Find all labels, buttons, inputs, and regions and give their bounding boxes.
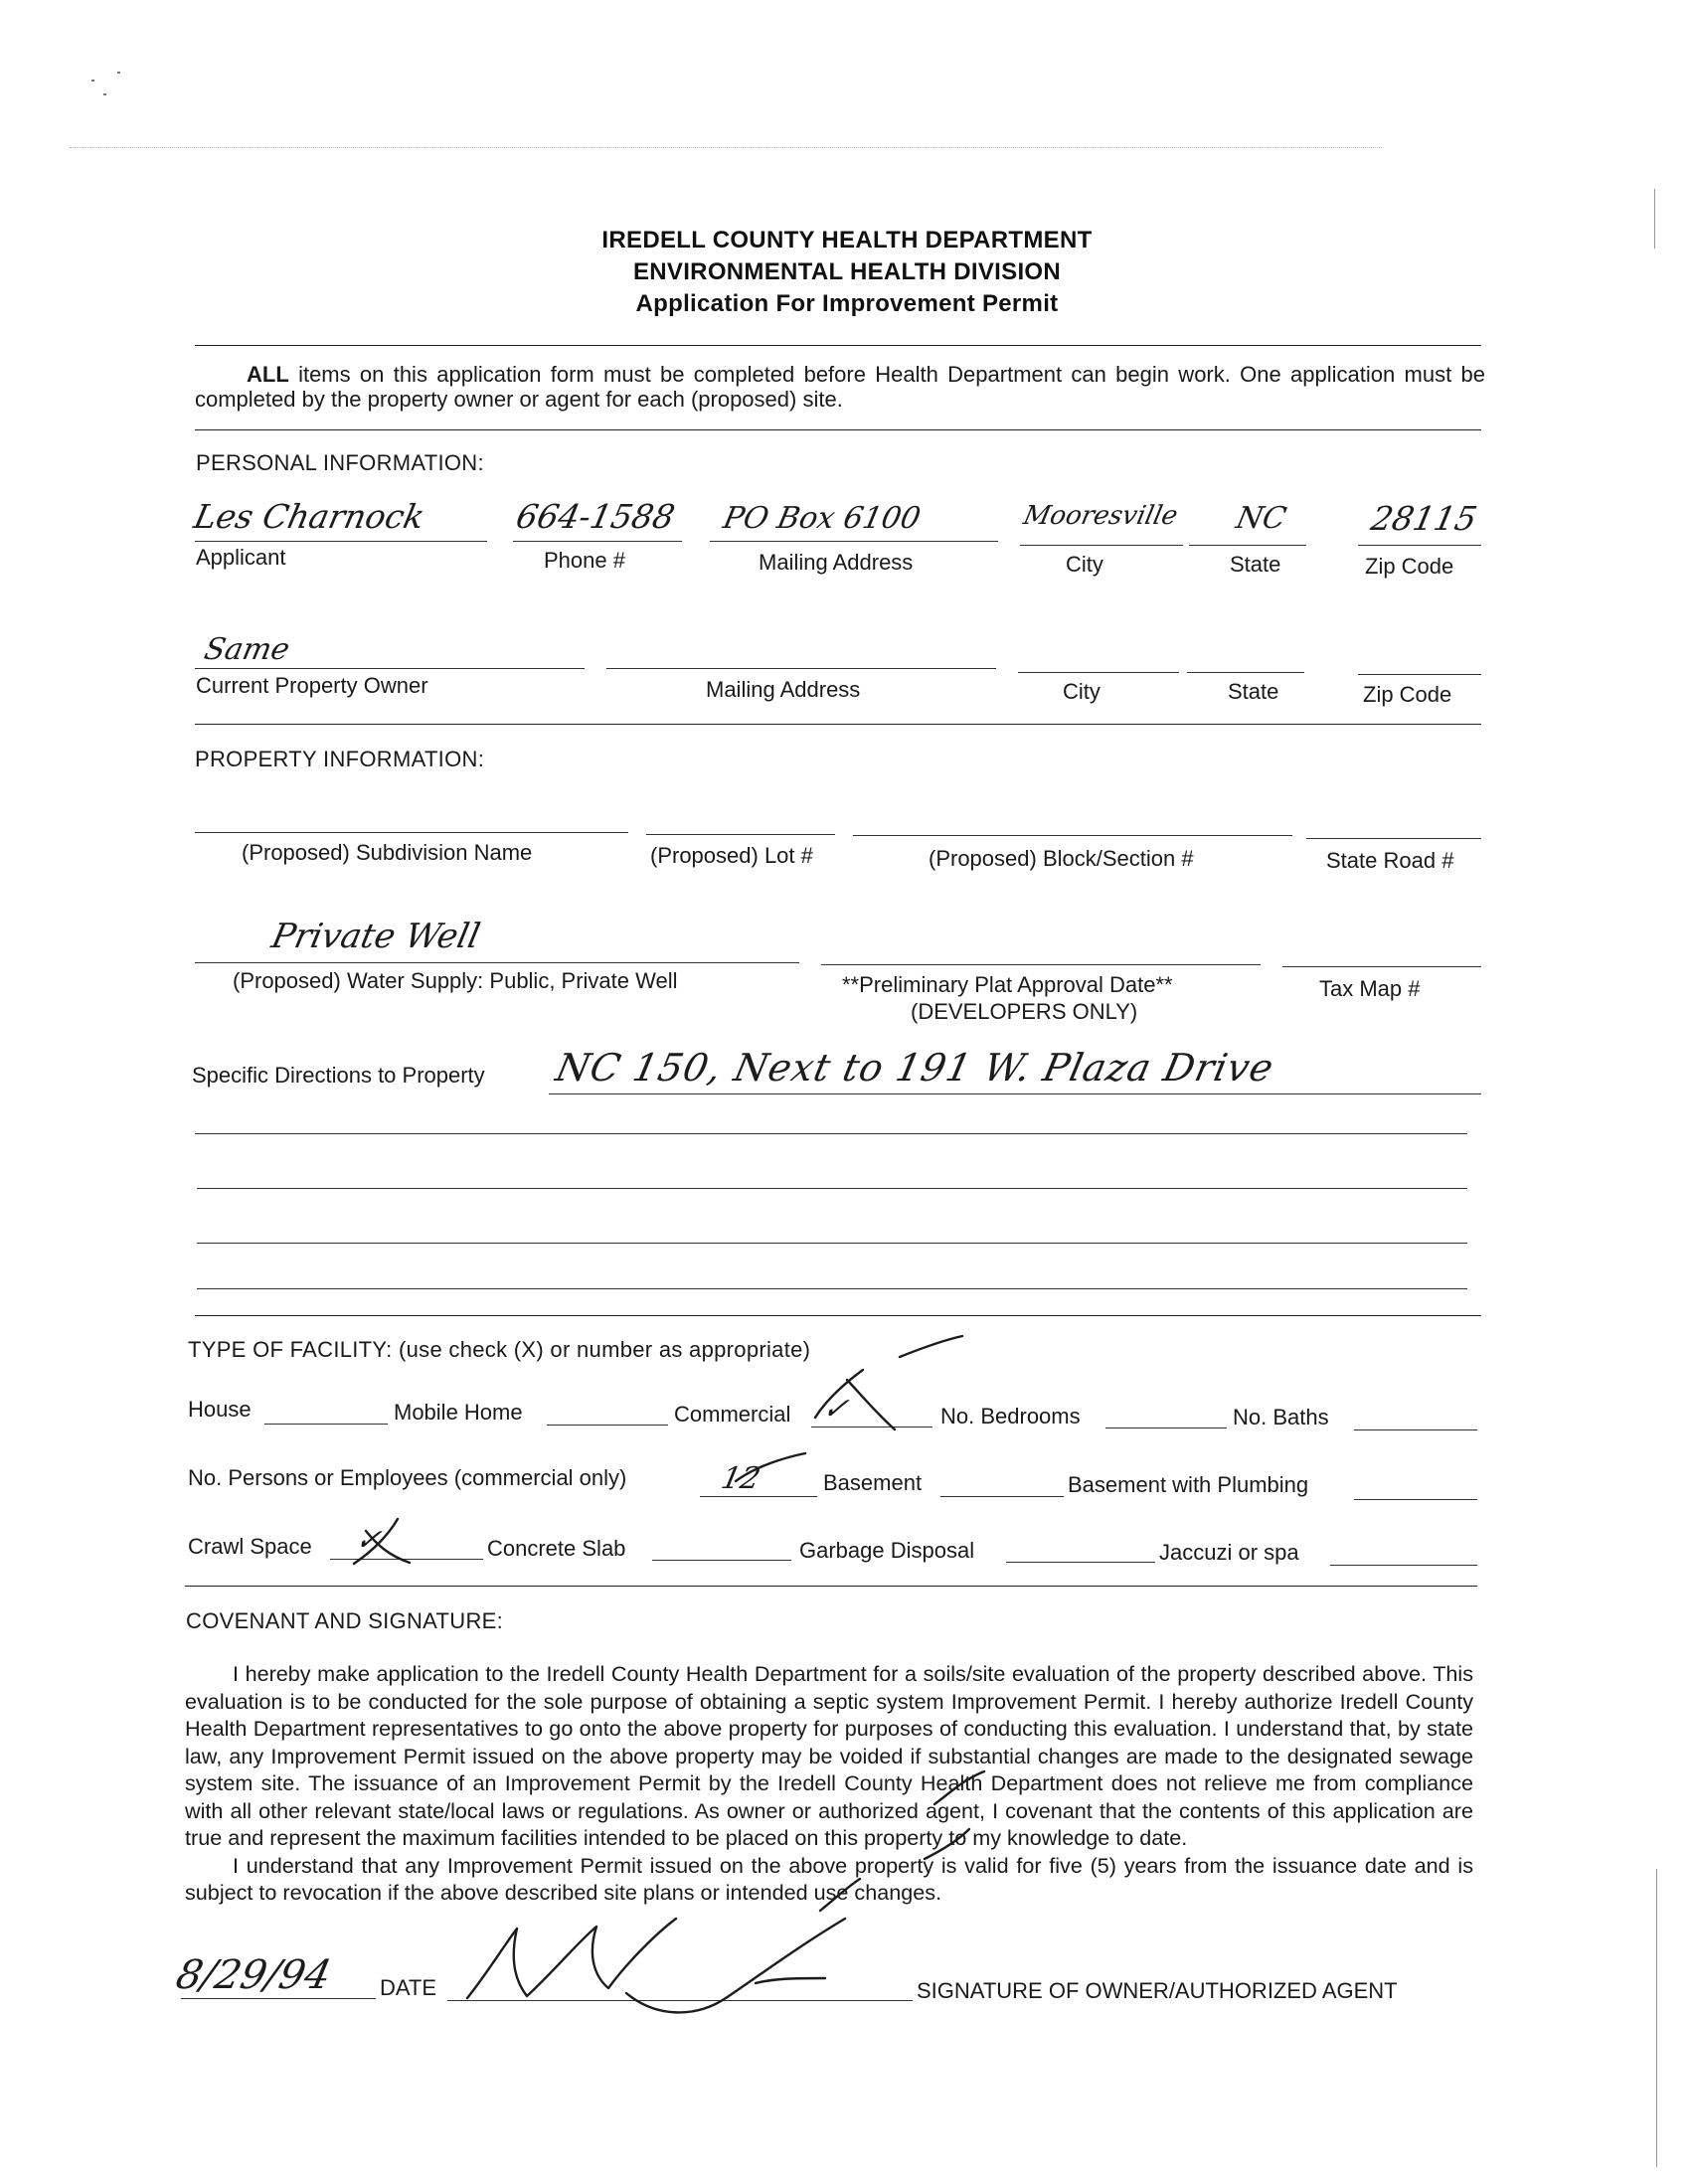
- lot-label: (Proposed) Lot #: [650, 843, 813, 868]
- concrete-slab-label: Concrete Slab: [487, 1536, 626, 1561]
- owner-value[interactable]: Same: [201, 632, 293, 667]
- baths-label: No. Baths: [1233, 1405, 1329, 1429]
- zip-value[interactable]: 28115: [1367, 499, 1481, 538]
- water-supply-value[interactable]: Private Well: [267, 917, 484, 956]
- city-label: City: [1066, 552, 1103, 577]
- commercial-check[interactable]: ✓: [819, 1392, 852, 1427]
- owner-label: Current Property Owner: [196, 673, 428, 698]
- garbage-disposal-label: Garbage Disposal: [799, 1538, 975, 1563]
- block-label: (Proposed) Block/Section #: [929, 846, 1194, 871]
- persons-value[interactable]: 12: [718, 1461, 763, 1496]
- state-value[interactable]: NC: [1233, 501, 1289, 536]
- basement-plumbing-label: Basement with Plumbing: [1068, 1472, 1309, 1497]
- facility-heading-pen-stroke: [900, 1336, 962, 1357]
- mobile-home-label: Mobile Home: [394, 1400, 523, 1425]
- date-label: DATE: [380, 1975, 437, 2000]
- covenant-strikethrough-stroke: [820, 1879, 860, 1911]
- tax-map-label: Tax Map #: [1319, 976, 1421, 1001]
- persons-label: No. Persons or Employees (commercial only): [188, 1465, 627, 1490]
- city-value[interactable]: Mooresville: [1020, 501, 1181, 531]
- signature-scribble: [467, 1919, 676, 1998]
- commercial-x-mark: [847, 1380, 895, 1429]
- directions-value[interactable]: NC 150, Next to 191 W. Plaza Drive: [552, 1046, 1278, 1090]
- signature-label: SIGNATURE OF OWNER/AUTHORIZED AGENT: [917, 1978, 1398, 2003]
- covenant-paragraph-1: I hereby make application to the Iredell County Health Department for a soils/site evaluation of the property described above. This evaluation is to be conducted for the sole purpose of obtaining a septic system Improvement Permit. I hereby authorize Iredell County Health Department representatives to go onto the above property for purposes of conducting this evaluation. I understand that, by state law, any Improvement Permit issued on the above property may be voided if substantial changes are made to the designated sewage system site. The issuance of an Improvement Permit by the Iredell County Health Department does not relieve me from compliance with all other relevant state/local laws or regulations. As owner or authorized agent, I covenant that the contents of this application are true and represent the maximum facilities intended to be placed on this property to my knowledge to date.: [185, 1661, 1473, 1850]
- applicant-value[interactable]: Les Charnock: [190, 497, 428, 536]
- form-title: Application For Improvement Permit: [635, 290, 1059, 317]
- mailing-address-label: Mailing Address: [759, 550, 914, 575]
- commercial-x-mark: [815, 1370, 863, 1418]
- mailing-address-value[interactable]: PO Box 6100: [720, 501, 924, 536]
- covenant-paragraph-2: I understand that any Improvement Permit issued on the above property is valid for five (5) years from the issuance date and is subject to revocation if the above described site plans or intended use changes.: [185, 1852, 1473, 1905]
- covenant-strikethrough-stroke: [934, 1771, 984, 1804]
- owner-zip-label: Zip Code: [1363, 682, 1452, 707]
- property-info-heading: PROPERTY INFORMATION:: [195, 747, 485, 771]
- phone-value[interactable]: 664-1588: [512, 497, 679, 536]
- basement-label: Basement: [823, 1470, 923, 1495]
- zip-label: Zip Code: [1365, 554, 1454, 579]
- date-value[interactable]: 8/29/94: [172, 1952, 336, 1998]
- signature-scribble: [756, 1978, 825, 1983]
- state-road-label: State Road #: [1326, 848, 1454, 873]
- water-supply-label: (Proposed) Water Supply: Public, Private Well: [233, 968, 678, 993]
- directions-label: Specific Directions to Property: [192, 1063, 485, 1088]
- covenant-heading: COVENANT AND SIGNATURE:: [186, 1608, 504, 1633]
- subdivision-label: (Proposed) Subdivision Name: [242, 840, 533, 865]
- crawl-space-check[interactable]: ✓: [352, 1523, 385, 1558]
- crawl-space-label: Crawl Space: [188, 1534, 312, 1559]
- facility-heading: TYPE OF FACILITY: (use check (X) or number as appropriate): [188, 1337, 811, 1362]
- applicant-label: Applicant: [196, 545, 286, 570]
- persons-pen-stroke: [736, 1453, 805, 1481]
- crawl-space-x-mark: [366, 1531, 410, 1563]
- house-label: House: [188, 1397, 252, 1422]
- plat-date-note: (DEVELOPERS ONLY): [911, 999, 1138, 1024]
- department-title: IREDELL COUNTY HEALTH DEPARTMENT: [601, 227, 1093, 253]
- division-title: ENVIRONMENTAL HEALTH DIVISION: [632, 258, 1062, 285]
- intro-text: ALL items on this application form must be completed before Health Department can begin work. One application must be completed by the property owner or agent for each (proposed) site.: [195, 362, 1485, 412]
- personal-info-heading: PERSONAL INFORMATION:: [196, 450, 484, 475]
- owner-mailing-label: Mailing Address: [706, 677, 861, 702]
- commercial-label: Commercial: [674, 1402, 791, 1427]
- owner-state-label: State: [1228, 679, 1279, 704]
- phone-label: Phone #: [544, 548, 625, 573]
- jaccuzi-label: Jaccuzi or spa: [1159, 1540, 1299, 1565]
- owner-city-label: City: [1063, 679, 1101, 704]
- covenant-strikethrough-stroke: [925, 1829, 969, 1859]
- state-label: State: [1230, 552, 1281, 577]
- plat-date-label: **Preliminary Plat Approval Date**: [842, 972, 1173, 997]
- bedrooms-label: No. Bedrooms: [940, 1404, 1081, 1428]
